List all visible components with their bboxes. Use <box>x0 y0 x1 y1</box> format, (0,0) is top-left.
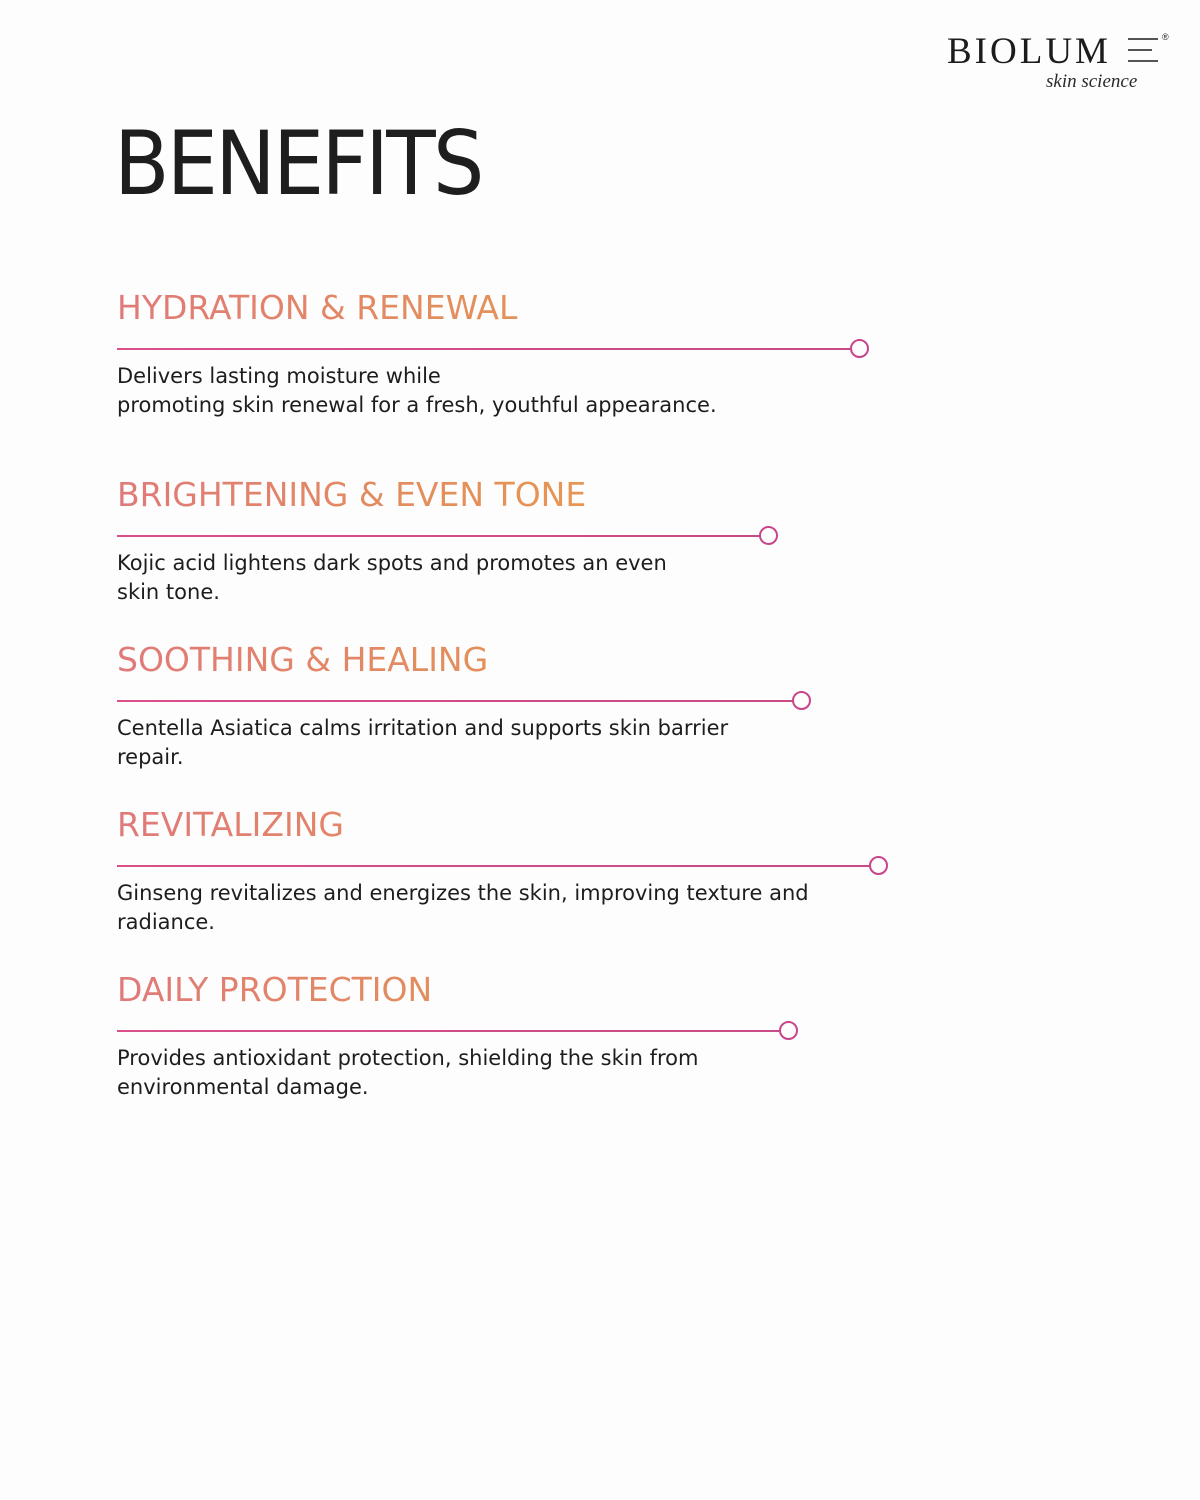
registered-mark: ® <box>1162 32 1169 42</box>
benefit-brightening-even-tone <box>117 475 667 607</box>
benefit-divider <box>117 338 717 358</box>
divider-line <box>117 535 761 537</box>
benefit-heading: REVITALIZING <box>117 805 809 845</box>
benefit-heading: BRIGHTENING & EVEN TONE <box>117 475 667 515</box>
benefit-divider <box>117 690 728 710</box>
benefit-description: Ginseng revitalizes and energizes the skin, improving texture and radiance. <box>117 881 809 934</box>
divider-line <box>117 700 794 702</box>
benefit-divider <box>117 525 667 545</box>
benefit-hydration-renewal <box>117 288 717 420</box>
divider-line <box>117 1030 781 1032</box>
benefit-heading: HYDRATION & RENEWAL <box>117 288 717 328</box>
benefit-description: Delivers lasting moisture while promoting skin renewal for a fresh, youthful appearance. <box>117 364 717 417</box>
divider-line <box>117 865 871 867</box>
brand-tagline: skin science <box>1046 71 1138 92</box>
benefit-divider <box>117 1020 698 1040</box>
page-title: BENEFITS <box>114 112 482 215</box>
benefit-soothing-healing <box>117 640 728 772</box>
benefit-revitalizing <box>117 805 809 937</box>
circle-node-icon <box>850 339 869 358</box>
circle-node-icon <box>869 856 888 875</box>
circle-node-icon <box>792 691 811 710</box>
brand-logo <box>940 30 1180 100</box>
benefit-description: Kojic acid lightens dark spots and promotes an even skin tone. <box>117 551 667 604</box>
benefit-divider <box>117 855 809 875</box>
benefit-heading: SOOTHING & HEALING <box>117 640 728 680</box>
circle-node-icon <box>779 1021 798 1040</box>
divider-line <box>117 348 852 350</box>
benefit-description: Centella Asiatica calms irritation and supports skin barrier repair. <box>117 716 729 769</box>
benefit-daily-protection <box>117 970 698 1102</box>
brand-name: BIOLUM <box>947 31 1111 72</box>
benefit-heading: DAILY PROTECTION <box>117 970 698 1010</box>
benefit-description: Provides antioxidant protection, shielding the skin from environmental damage. <box>117 1046 699 1099</box>
logo-e-lines-icon <box>1128 37 1158 63</box>
circle-node-icon <box>759 526 778 545</box>
